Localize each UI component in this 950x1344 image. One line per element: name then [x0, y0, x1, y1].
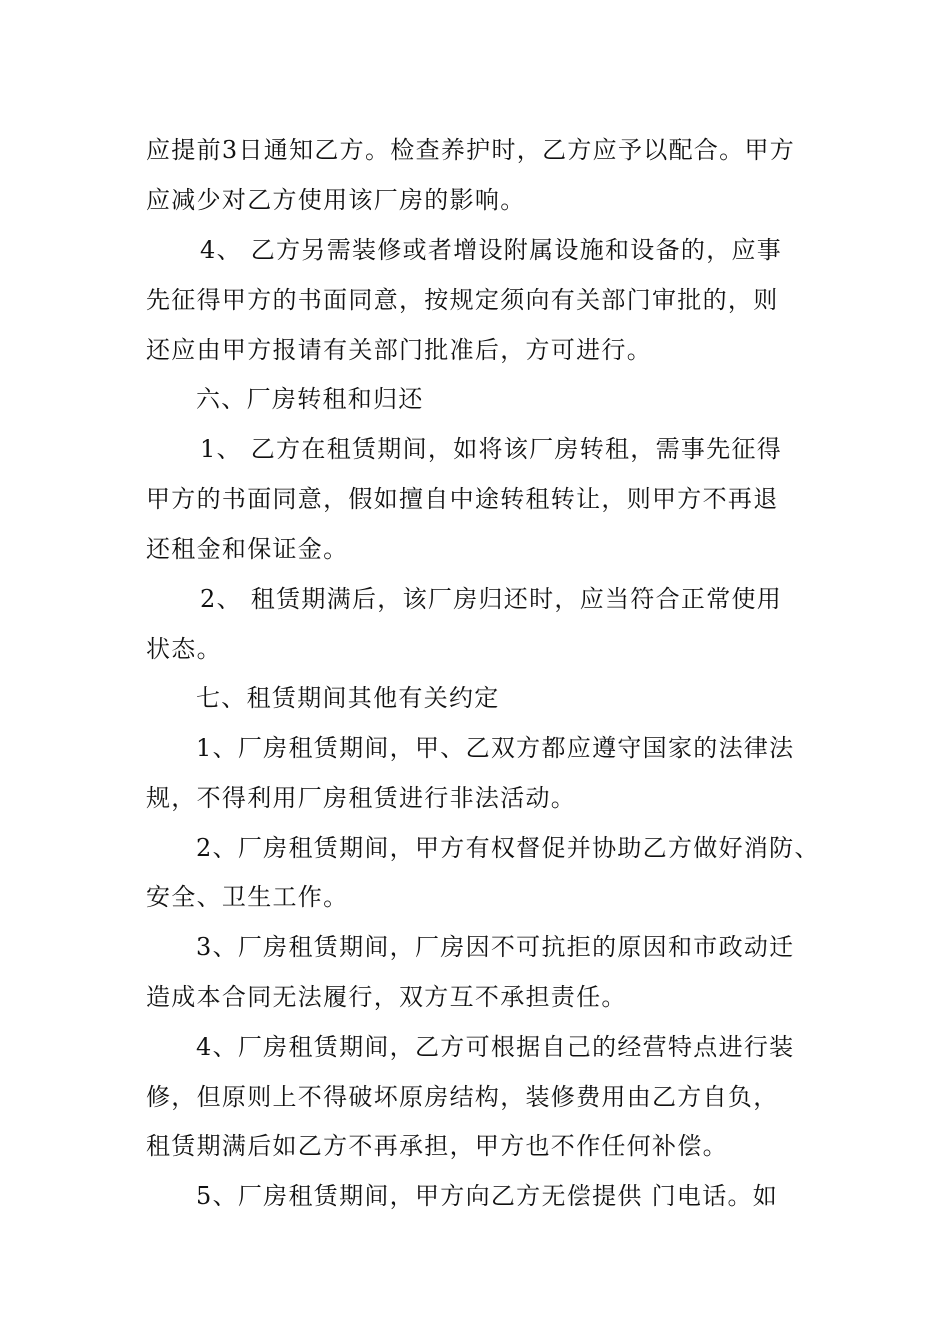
section-heading: 六、厂房转租和归还: [196, 385, 424, 413]
text-line: 规，不得利用厂房租赁进行非法活动。: [146, 784, 577, 812]
text-line: 4、 乙方另需装修或者增设附属设施和设备的，应事: [200, 236, 783, 264]
text-line: 应减少对乙方使用该厂房的影响。: [146, 186, 526, 214]
text-line: 应提前3日通知乙方。检查养护时，乙方应予以配合。甲方: [146, 136, 796, 164]
text-line: 5、厂房租赁期间，甲方向乙方无偿提供 门电话。如: [196, 1182, 779, 1210]
text-line: 1、厂房租赁期间，甲、乙双方都应遵守国家的法律法: [196, 734, 795, 762]
text-line: 租赁期满后如乙方不再承担，甲方也不作任何补偿。: [146, 1132, 728, 1160]
text-line: 先征得甲方的书面同意，按规定须向有关部门审批的，则: [146, 286, 779, 314]
text-line: 4、厂房租赁期间，乙方可根据自己的经营特点进行装: [196, 1033, 795, 1061]
text-line: 状态。: [146, 635, 222, 663]
text-line: 还应由甲方报请有关部门批准后，方可进行。: [146, 336, 652, 364]
text-line: 还租金和保证金。: [146, 535, 349, 563]
text-line: 修，但原则上不得破坏原房结构，装修费用由乙方自负，: [146, 1083, 779, 1111]
section-heading: 七、租赁期间其他有关约定: [196, 684, 500, 712]
text-line: 2、 租赁期满后，该厂房归还时，应当符合正常使用: [200, 585, 783, 613]
text-line: 1、 乙方在租赁期间，如将该厂房转租，需事先征得: [200, 435, 783, 463]
text-line: 2、厂房租赁期间，甲方有权督促并协助乙方做好消防、: [196, 834, 820, 862]
text-line: 3、厂房租赁期间，厂房因不可抗拒的原因和市政动迁: [196, 933, 795, 961]
text-line: 甲方的书面同意，假如擅自中途转租转让，则甲方不再退: [146, 485, 779, 513]
text-line: 安全、卫生工作。: [146, 883, 349, 911]
text-line: 造成本合同无法履行，双方互不承担责任。: [146, 983, 627, 1011]
